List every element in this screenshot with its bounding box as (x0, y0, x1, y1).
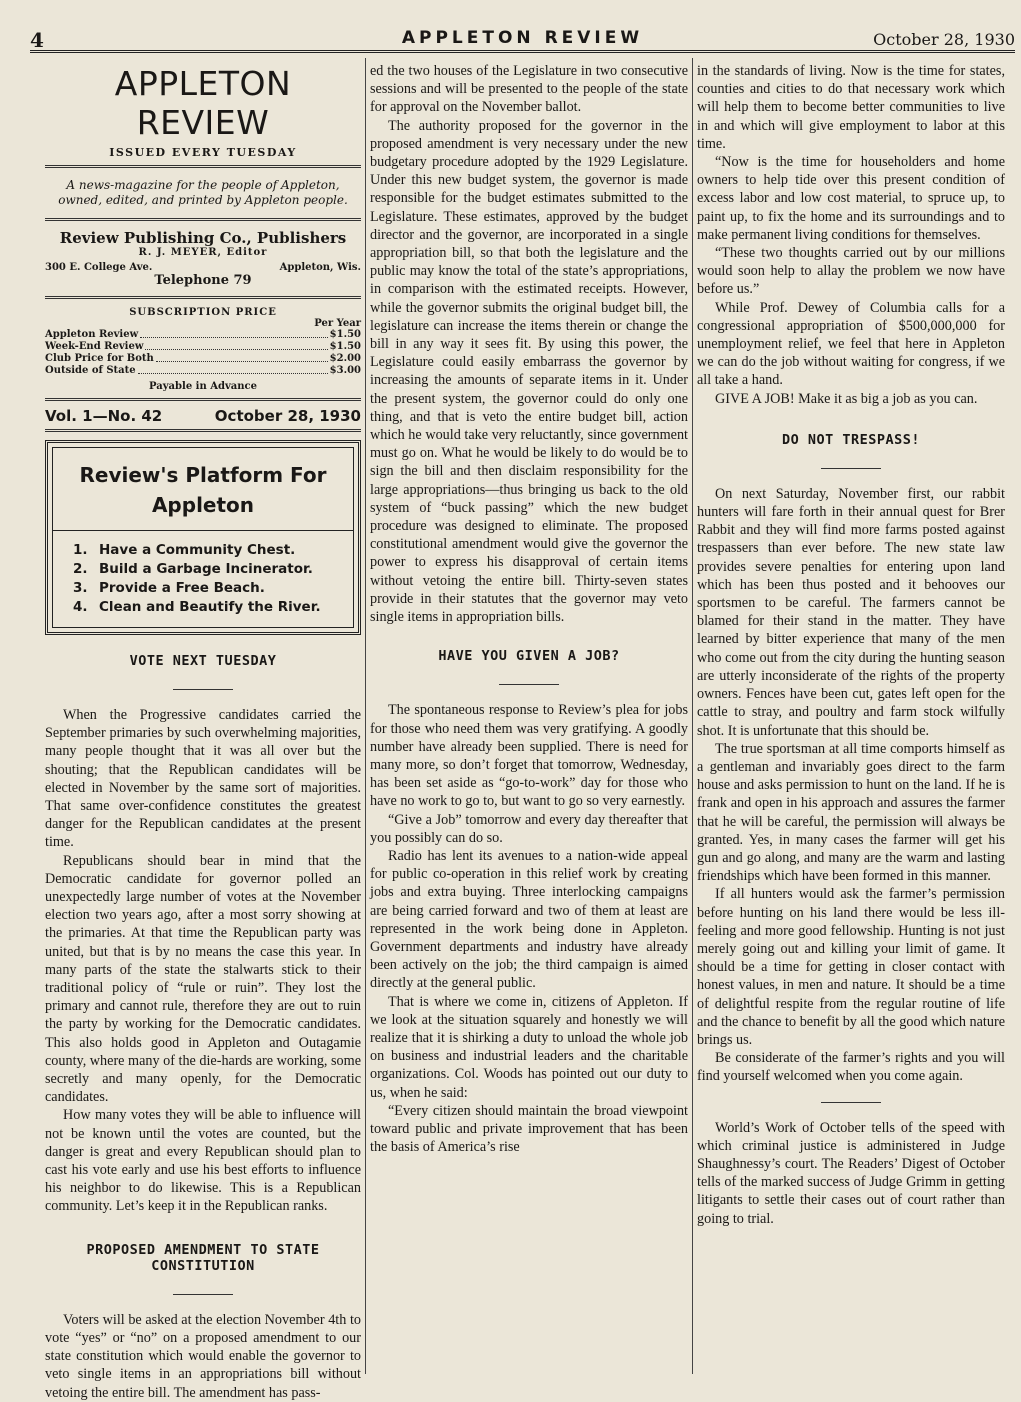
article-paragraph: ed the two houses of the Legislature in two consecutive sessions and will be presented to the people of the state for approval on the November ballot. (370, 63, 688, 116)
platform-box (45, 440, 361, 635)
article-paragraph: “Every citizen should maintain the broad viewpoint toward public and private improvement that has been the basis of America’s rise (370, 1102, 688, 1156)
subscription-row (45, 365, 361, 377)
article-paragraph: When the Progressive candidates carried the September primaries by such overwhelming majorities, many people thought that it was all over but the shouting; that the Republican candidates will be elected in November by the same sort of majorities. That same over-confidence constitutes the greatest danger for the Republican candidates at the present time. (45, 707, 361, 851)
divider (45, 398, 361, 401)
column-3 (697, 62, 1005, 1372)
divider (45, 429, 361, 432)
divider (45, 296, 361, 299)
divider (45, 165, 361, 168)
subscription-header: SUBSCRIPTION PRICE (129, 307, 277, 318)
headline-trespass: DO NOT TRESPASS! (781, 431, 921, 448)
page-number: 4 (30, 28, 44, 52)
article-paragraph: That is where we come in, citizens of Appleton. If we look at the situation squarely and honestly we will realize that it is shirking a duty to unload the whole job on business and industrial leaders and the charitable organizations. Col. Woods has pointed out our duty to us, when he said: (370, 993, 688, 1101)
platform-title-line: Review's Platform For (79, 463, 327, 487)
subscription-label: Week-End Review (45, 341, 144, 352)
running-date: October 28, 1930 (873, 30, 1015, 49)
issue-date: October 28, 1930 (214, 407, 361, 425)
column-rule (692, 58, 693, 1374)
platform-title-line: Appleton (151, 493, 255, 517)
subscription-price: $2.00 (329, 353, 361, 364)
platform-item: 4. Clean and Beautify the River. (73, 599, 321, 615)
platform-title (53, 448, 353, 530)
subscription-price: $1.50 (329, 341, 361, 352)
subscription-price: $1.50 (329, 329, 361, 340)
article-paragraph: Voters will be asked at the election November 4th to vote “yes” or “no” on a proposed amendment to our state constitution which would enable the governor to veto single items in an appropriations bill without vetoing the entire bill. The amendment has pass- (45, 1311, 361, 1401)
article-paragraph: If all hunters would ask the farmer’s permission before hunting on his land there would be less ill-feeling and more good fellowship. Hunting is not just merely going out and killing your limit of game. It should be a time for getting in closer contact with honest values, in men and nature. It should be a time of delightful respite from the regular routine of life and the chance to benefit by all the good which nature brings us. (697, 886, 1005, 1048)
masthead-telephone: Telephone 79 (154, 273, 252, 288)
subscription-per-year: Per Year (314, 318, 361, 329)
article-paragraph: World’s Work of October tells of the speed with which criminal justice is administered in Judge Shaughnessy’s court. The Readers’ Digest of October tells of the marked success of Judge Grimm in getting litigants to settle their cases out of court rather than going to trial. (697, 1119, 1005, 1227)
platform-list (53, 530, 353, 627)
masthead-tagline: A news-magazine for the people of Appleton, owned, edited, and printed by Appleton people. (58, 178, 348, 207)
column-1 (45, 62, 361, 1401)
subscription-price: $3.00 (329, 365, 361, 376)
article-paragraph: in the standards of living. Now is the time for states, counties and cities to do that necessary work which will help them to become better communities to live in and which will give employment to labor at this time. (697, 63, 1005, 152)
article-paragraph: Be considerate of the farmer’s rights and you will find yourself welcomed when you come again. (697, 1050, 1005, 1085)
article-paragraph: The true sportsman at all time comports himself as a gentleman and invariably goes direct to the farm house and asks permission to hunt on the land. If he is frank and open in his approach and assures the farmer that he will be careful, the permission will always be granted. Yes, in many cases the farmer will get his gun and go along, and many are the warm and lasting friendships which have been formed in this manner. (697, 740, 1005, 885)
volume-line (45, 407, 361, 425)
masthead-city: Appleton, Wis. (279, 262, 361, 273)
article-paragraph: “Now is the time for householders and home owners to help tide over this present condition of excess labor and low cost material, to spruce up, to paint up, to fix the home and its surroundings and to make permanent living conditions for themselves. (697, 154, 1005, 243)
subscription-label: Appleton Review (45, 329, 139, 340)
masthead-address-line (45, 262, 361, 273)
platform-item: 1. Have a Community Chest. (73, 542, 296, 558)
masthead-issued: ISSUED EVERY TUESDAY (109, 146, 297, 159)
subscription-row (45, 353, 361, 365)
masthead-title: APPLETON REVIEW (114, 64, 292, 142)
masthead-publisher: Review Publishing Co., Publishers (59, 229, 347, 247)
headline-job: HAVE YOU GIVEN A JOB? (438, 648, 620, 665)
headline-amendment: PROPOSED AMENDMENT TO STATE CONSTITUTION (86, 1241, 320, 1274)
article-paragraph: Republicans should bear in mind that the Democratic candidate for governor polled an unexpectedly large number of votes at the November election two years ago, after a most sorry showing at the primaries. At that time the Republican party was united, but that is by no means the case this year. In many parts of the state the stalwarts stick to their traditional policy of “rule or ruin”. They lost the primary and cannot rule, therefore they are out to ruin the party by working for the Democratic candidates. This also holds good in Appleton and Outagamie county, where many of the die-hards are working, some secretly and many openly, for the Democratic candidates. (45, 852, 361, 1106)
masthead-editor: R. J. MEYER, Editor (138, 247, 268, 258)
volume-number: Vol. 1—No. 42 (45, 407, 163, 425)
article-paragraph: “These two thoughts carried out by our millions would soon help to allay the problem we now have before us.” (697, 245, 1005, 298)
article-paragraph: “Give a Job” tomorrow and every day thereafter that you possibly can do so. (370, 811, 688, 846)
subscription-payable: Payable in Advance (149, 381, 257, 392)
headline-vote: VOTE NEXT TUESDAY (129, 653, 277, 669)
platform-item: 3. Provide a Free Beach. (73, 580, 265, 596)
article-paragraph: GIVE A JOB! Make it as big a job as you can. (715, 390, 978, 407)
running-title: APPLETON REVIEW (401, 28, 644, 48)
article-paragraph: The spontaneous response to Review’s plea for jobs for those who need them was very gratifying. A goodly number have already been supplied. There is need for many more, so don’t forget that tomorrow, Wednesday, has been set aside as “go-to-work” day for those who have no work to go to, but want to go so very earnestly. (370, 702, 688, 810)
article-paragraph: While Prof. Dewey of Columbia calls for a congressional appropriation of $500,000,000 for unemployment relief, we feel that here in Appleton we can do the job without waiting for congress, if we all take a hand. (697, 299, 1005, 389)
platform-item: 2. Build a Garbage Incinerator. (73, 561, 313, 577)
subscription-row (45, 341, 361, 353)
running-header (30, 28, 1015, 53)
subscription-label: Outside of State (45, 365, 136, 376)
divider (45, 218, 361, 221)
article-paragraph: Radio has lent its avenues to a nation-wide appeal for public co-operation in this relief work by creating jobs and extra buying. Three interlocking campaigns are being carried forward and two of them at least are represented in the work being done in Appleton. Government departments and industry have already been actively on the job; the third campaign is aimed directly at the general public. (370, 847, 688, 992)
column-2 (370, 62, 688, 1372)
article-paragraph: How many votes they will be able to influence will not be known until the votes are counted, but the danger is great and every Republican should plan to cast his vote early and use his best efforts to influence his neighbor to do likewise. This is a Republican community. Let’s keep it in the Republican ranks. (45, 1107, 361, 1215)
subscription-label: Club Price for Both (45, 353, 154, 364)
masthead-address: 300 E. College Ave. (45, 262, 153, 273)
column-rule (365, 58, 366, 1374)
subscription-row (45, 329, 361, 341)
article-paragraph: The authority proposed for the governor in the proposed amendment is very necessary under the new budgetary procedure adopted by the 1929 Legislature. Under this new budget system, the governor is made responsible for the budget estimates submitted to the Legislature. These estimates, approved by the budget director and the governor, are incorporated in a single appropriation bill, so that both the legislature and the public may know the total of the state’s appropriations, in comparison with the estimated receipts. However, while the governor submits the original budget bill, the legislature can increase the items therein or change the bill in any way it sees fit. By using this power, the Legislature could easily embarrass the governor by increasing the amounts of separate items in it. Under the present system, the governor could do only one thing, and that is veto the entire budget bill, action which he would take very reluctantly, since government must go on. What he would be likely to do would be to sign the bill and then disclaim responsibility for the large appropriations—thus bringing us back to the old system of “buck passing” which the new budget procedure was designed to eliminate. The proposed constitutional amendment would give the governor the power to express his disapproval of certain items without vetoing the entire bill. Thirty-seven states provide in their statutes that the governor may veto single items in appropriation bills. (370, 117, 688, 626)
article-paragraph: On next Saturday, November first, our rabbit hunters will fare forth in their annual quest for Brer Rabbit and they will find more farms posted against trespassers than ever before. The new state law provides severe penalties for entering upon land which has been thus posted and it behooves our sportsmen to be careful. The farmers cannot be blamed for their stand in the matter. They have learned by bitter experience that many of the men who come out from the city during the hunting season are utterly inconsiderate of the rights of the property owners. Fences have been cut, gates left open for the cattle to stray, and poultry and farm stock wilfully shot. It is unfortunate that this should be. (697, 485, 1005, 739)
